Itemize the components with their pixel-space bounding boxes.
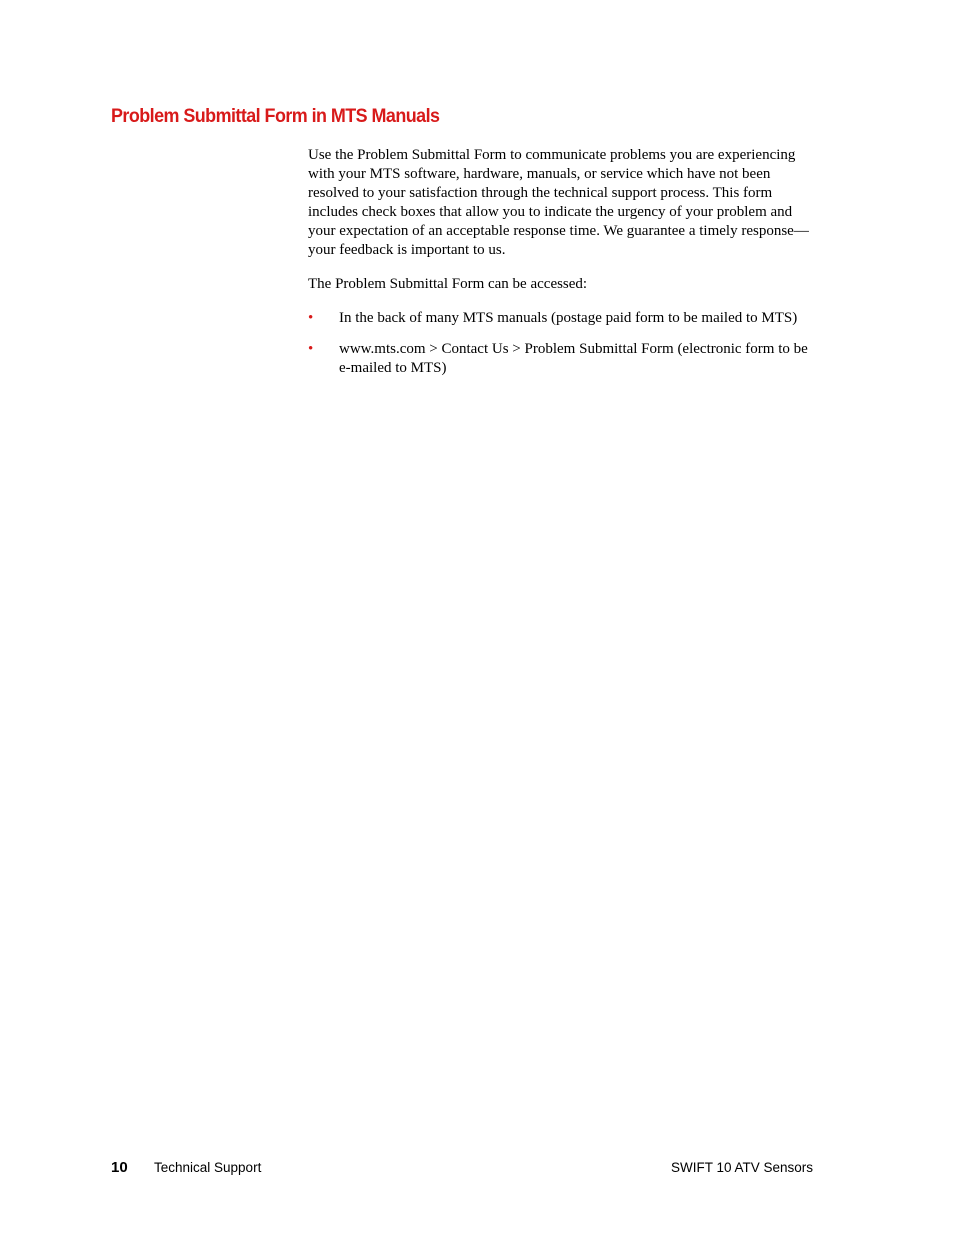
list-item-text: In the back of many MTS manuals (postage paid form to be mailed to MTS) <box>339 310 798 326</box>
intro-paragraph: Use the Problem Submittal Form to communicate problems you are experiencing with your MTS software, hardware, manuals, or service which have not been resolved to your satisfaction through the technical support process. This form includes check boxes that allow you to indicate the urgency of your problem and your expectation of an acceptable response time. We guarantee a timely response—your feedback is important to us. <box>308 147 809 258</box>
section-title: Problem Submittal Form in MTS Manuals <box>111 105 440 127</box>
list-item-text: www.mts.com > Contact Us > Problem Submittal Form (electronic form to be e-mailed to MTS) <box>339 341 808 376</box>
body-column <box>308 146 820 390</box>
access-methods-list <box>308 309 820 378</box>
list-item <box>308 309 820 328</box>
bullet-icon: • <box>308 341 314 357</box>
product-title: SWIFT 10 ATV Sensors <box>670 1160 813 1175</box>
bullet-icon: • <box>308 310 314 326</box>
access-paragraph: The Problem Submittal Form can be accessed: <box>308 276 588 292</box>
chapter-title: Technical Support <box>154 1160 262 1175</box>
list-item <box>308 340 820 378</box>
page-number: 10 <box>111 1159 128 1176</box>
